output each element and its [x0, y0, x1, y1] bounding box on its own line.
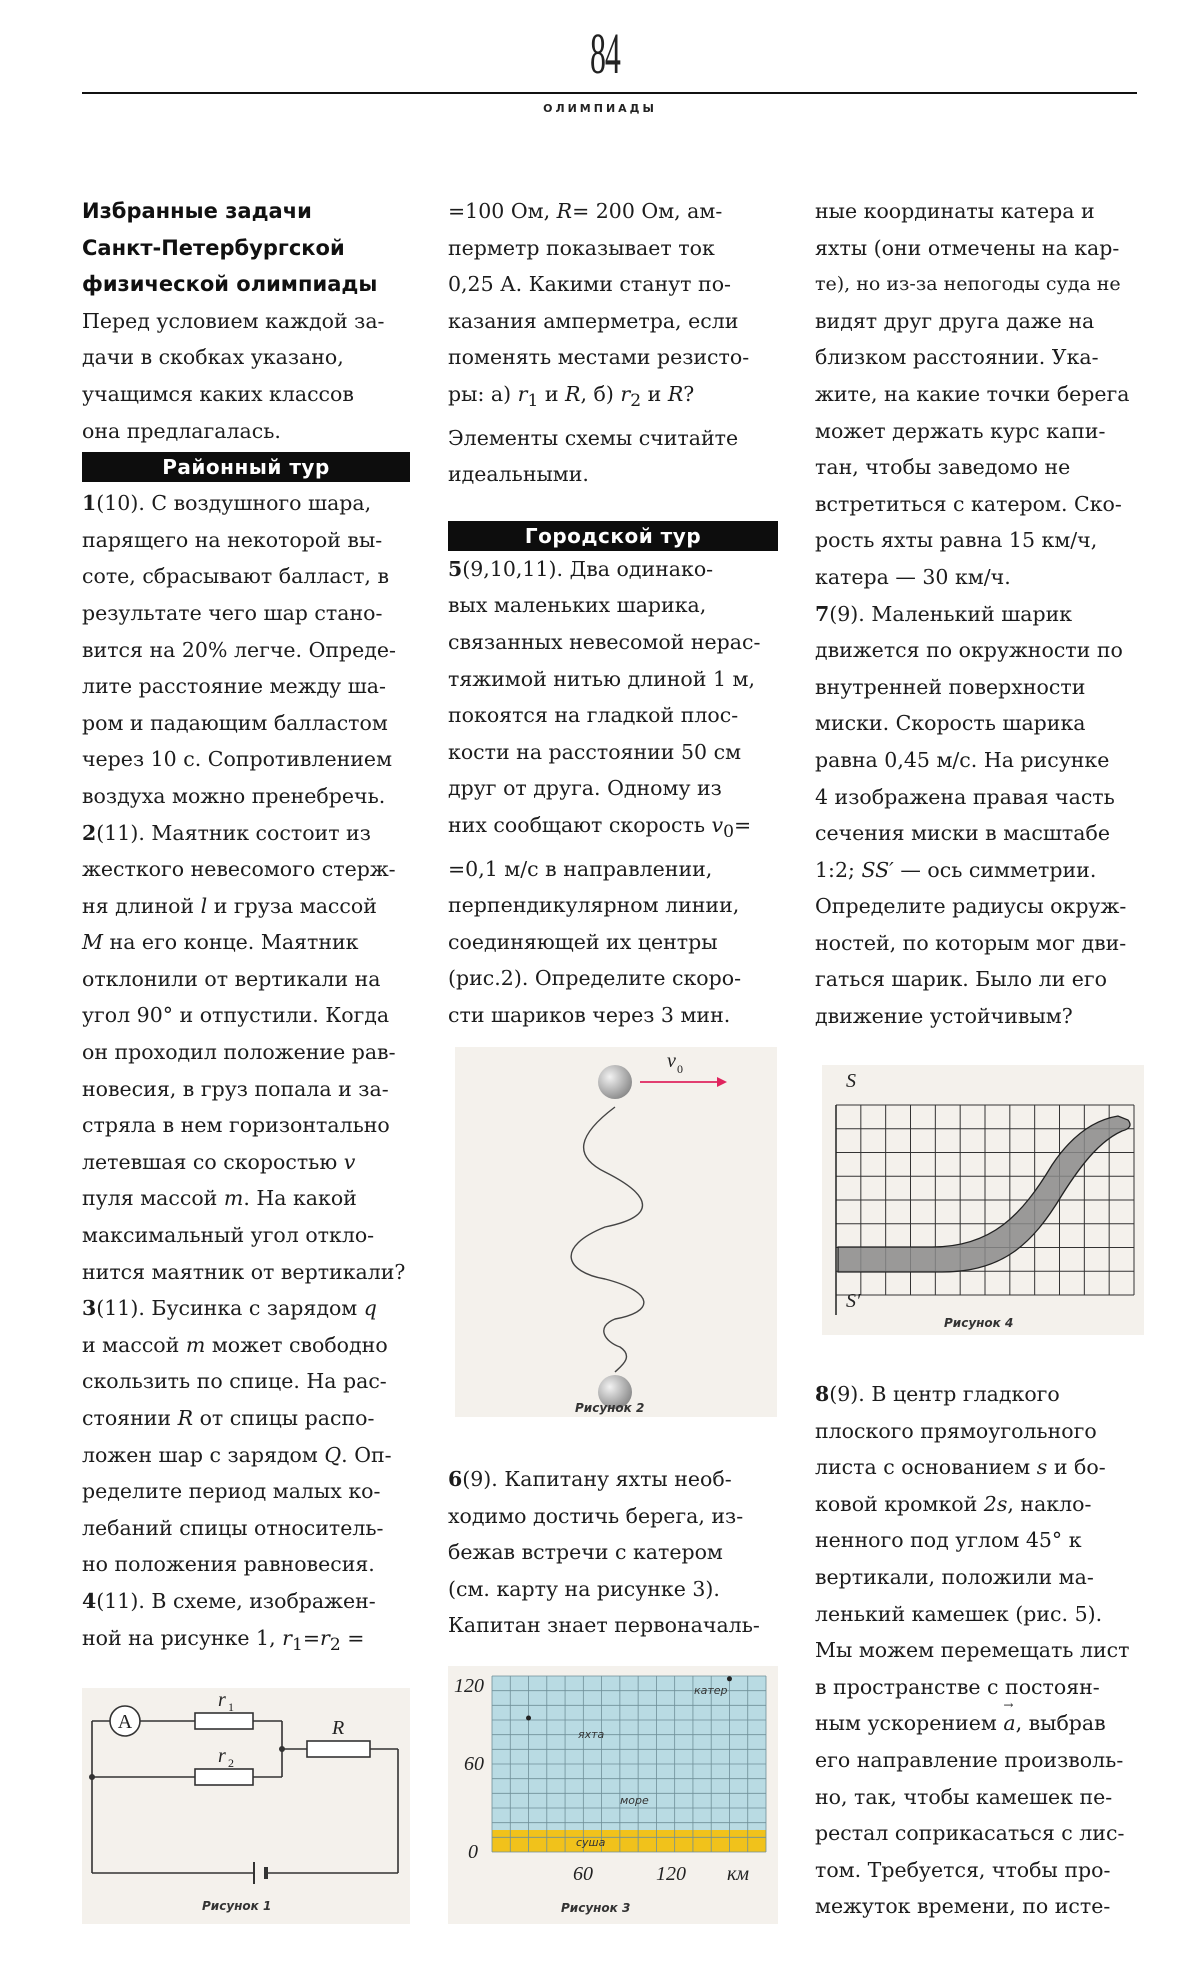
problem-5: [448, 551, 778, 1034]
text-line: Капитан знает первоначаль-: [448, 1613, 760, 1638]
column-3-lower: [815, 1376, 1145, 1925]
text-line: соте, сбрасывают балласт, в: [82, 564, 389, 589]
problem-number: 4: [82, 1588, 97, 1613]
text-line: рость яхты равна 15 км/ч,: [815, 528, 1098, 553]
problem-number: 8: [815, 1382, 830, 1406]
text-line: может свободно: [211, 1332, 388, 1357]
bowl-diagram: [822, 1065, 1144, 1335]
sea-area: [492, 1676, 766, 1848]
text-line: те), но из-за непогоды суда не: [815, 273, 1121, 296]
problem-class: (9).: [462, 1467, 498, 1491]
figure-2-balls: [455, 1047, 777, 1417]
text-line: них сообщают скорость: [448, 813, 705, 837]
problem-number: 3: [82, 1296, 97, 1321]
text-line: ры: а): [448, 381, 512, 406]
text-line: но положения равновесия.: [82, 1552, 375, 1577]
text-line: ? Элементы схемы считайте: [448, 381, 739, 450]
text-line: внутренней поверхности: [815, 674, 1086, 699]
problem-6: [448, 1461, 778, 1644]
problem-class: (11).: [96, 1588, 145, 1613]
symbol-R: R: [667, 381, 684, 406]
text-line: движется по окружности по: [815, 638, 1123, 663]
column-1: [82, 193, 410, 1663]
text-line: но, так, чтобы камешек пе-: [815, 1784, 1113, 1809]
text-line: (см. карту на рисунке 3).: [448, 1576, 720, 1601]
text-line: стряла в нем горизонтально: [82, 1113, 390, 1138]
text-line: близком расстоянии. Ука-: [815, 345, 1099, 370]
problem-number: 7: [815, 601, 830, 626]
subscript: 1: [527, 391, 539, 412]
text-line: В схеме, изображен-: [151, 1588, 376, 1613]
text-line: воздуха можно пренебречь.: [82, 783, 386, 808]
text-line: вых маленьких шарика,: [448, 593, 707, 618]
text-line: Мы можем перемещать лист: [815, 1638, 1130, 1663]
text-line: , выбрав: [1015, 1711, 1106, 1736]
problem-class: (9,10,11).: [462, 556, 564, 581]
problem-4: [82, 1583, 410, 1663]
text-line: рестал соприкасаться с лис-: [815, 1821, 1125, 1846]
boat-marker: [727, 1676, 732, 1681]
text-line: нится маятник от вертикали?: [82, 1259, 406, 1284]
r1-subscript: 1: [228, 1700, 234, 1714]
subscript: 2: [329, 1634, 341, 1655]
text-line: тяжимой нитью длиной 1 м,: [448, 666, 755, 691]
text-line: и: [647, 381, 662, 406]
text-line: казания амперметра, если: [448, 308, 739, 333]
y-tick: 120: [454, 1675, 484, 1697]
ammeter-label: A: [117, 1711, 133, 1733]
text-line: летевшая со скоростью: [82, 1149, 338, 1174]
problem-class: (9).: [829, 1382, 865, 1406]
text-line: миски. Скорость шарика: [815, 711, 1086, 736]
text-line: учащимся каких классов: [82, 381, 354, 406]
R-label: R: [332, 1717, 345, 1739]
problem-class: (10).: [96, 491, 145, 516]
text-line: Перед условием каждой за-: [82, 308, 385, 333]
text-line: результате чего шар стано-: [82, 600, 383, 625]
text-line: его направление произволь-: [815, 1747, 1124, 1772]
text-line: она предлагалась.: [82, 418, 281, 443]
text-line: ные координаты катера и: [815, 199, 1095, 223]
problem-number: 5: [448, 556, 463, 581]
figure-2-caption: Рисунок 2: [575, 1401, 645, 1415]
text-line: он проходил положение рав-: [82, 1040, 396, 1065]
v0-subscript: 0: [677, 1062, 683, 1076]
text-line: =100 Ом,: [448, 199, 551, 223]
text-line: Определите радиусы окруж-: [815, 894, 1127, 919]
text-line: ным ускорением: [815, 1711, 997, 1736]
equals-sign: =: [302, 1625, 321, 1650]
text-line: пуля массой: [82, 1186, 218, 1211]
symbol-r1: r: [282, 1625, 292, 1650]
text-line: парящего на некоторой вы-: [82, 527, 383, 552]
figure-3-map: [448, 1666, 778, 1924]
text-line: , накло-: [1007, 1491, 1092, 1516]
ball-top: [598, 1065, 632, 1099]
symbol-R: R: [565, 381, 581, 406]
symbol-r2: r: [320, 1625, 330, 1650]
text-line: может держать курс капи-: [815, 418, 1106, 443]
title-line: физической олимпиады: [82, 272, 378, 297]
text-line: связанных невесомой нерас-: [448, 630, 761, 655]
text-line: , б): [580, 381, 614, 406]
text-line: дачи в скобках указано,: [82, 345, 344, 370]
title-line: Избранные задачи: [82, 199, 312, 223]
text-line: вертикали, положили ма-: [815, 1564, 1094, 1589]
text-line: стоянии: [82, 1406, 172, 1430]
running-head: ОЛИМПИАДЫ: [543, 102, 657, 115]
symbol-R: R: [556, 199, 573, 223]
text-line: жите, на какие точки берега: [815, 381, 1130, 406]
problem-8: [815, 1376, 1145, 1925]
symbol-Q: Q: [324, 1442, 342, 1467]
problem-6-continued: [815, 193, 1145, 596]
text-line: угол 90° и отпустили. Когда: [82, 1003, 390, 1028]
text-line: через 10 с. Сопротивлением: [82, 747, 393, 772]
bowl-section: [838, 1116, 1130, 1272]
subscript: 2: [630, 391, 642, 412]
text-line: и груза массой: [213, 893, 377, 918]
v0-label: v: [667, 1050, 676, 1072]
problem-number: 1: [82, 491, 97, 516]
r2-label: r: [218, 1745, 226, 1767]
text-line: ня длиной: [82, 893, 195, 918]
figure-3-caption: Рисунок 3: [561, 1901, 631, 1915]
text-line: Два одинако-: [569, 556, 714, 581]
text-line: Маленький шарик: [871, 601, 1073, 626]
text-line: ной на рисунке 1,: [82, 1625, 276, 1650]
text-line: лите расстояние между ша-: [82, 674, 386, 699]
text-line: соединяющей их центры: [448, 929, 718, 954]
yacht-label: яхта: [578, 1728, 605, 1741]
text-line: плоского прямоугольного: [815, 1418, 1097, 1443]
text-line: и бо-: [1053, 1455, 1106, 1480]
y-tick: 0: [468, 1841, 478, 1863]
column-3: [815, 193, 1145, 1035]
r1-label: r: [218, 1689, 226, 1711]
circuit-diagram: [82, 1688, 410, 1924]
symbol-r1: r: [517, 381, 528, 406]
problem-3: [82, 1290, 410, 1583]
text-line: ностей, по которым мог дви-: [815, 930, 1127, 955]
text-line: встретиться с катером. Ско-: [815, 491, 1122, 516]
equals-sign: =: [347, 1625, 365, 1650]
text-line: ленький камешек (рис. 5).: [815, 1601, 1103, 1626]
text-line: новесия, в груз попала и за-: [82, 1076, 389, 1101]
intro: [82, 303, 410, 449]
text-line: яхты (они отмечены на кар-: [815, 235, 1120, 260]
text-line: сти шариков через 3 мин.: [448, 1003, 731, 1028]
text-line: на его конце. Маятник: [109, 930, 359, 955]
text-line: Бусинка с зарядом: [151, 1296, 358, 1321]
text-line: движение устойчивым?: [815, 1004, 1073, 1029]
r2-subscript: 2: [228, 1756, 234, 1770]
text-line: друг от друга. Одному из: [448, 776, 722, 801]
symbol-q: q: [363, 1296, 377, 1321]
text-line: = 200 Ом, ам-: [572, 199, 723, 223]
symbol-R: R: [177, 1406, 194, 1430]
text-line: ковой кромкой: [815, 1491, 978, 1516]
S-prime-label: S′: [846, 1290, 861, 1312]
sea-label: море: [620, 1794, 649, 1807]
x-tick: 60: [573, 1863, 593, 1885]
symbol-v: v: [343, 1149, 356, 1174]
text-line: . На какой: [243, 1186, 357, 1211]
text-line: идеальными.: [448, 462, 589, 487]
figure-1-circuit: [82, 1688, 410, 1924]
S-label: S: [846, 1070, 856, 1092]
text-line: бежав встречи с катером: [448, 1540, 723, 1565]
figure-4-caption: Рисунок 4: [944, 1316, 1014, 1330]
text-line: Маятник состоит из: [151, 820, 371, 845]
problem-class: (11).: [96, 820, 145, 845]
text-line: 4 изображена правая часть: [815, 784, 1115, 809]
figure-1-caption: Рисунок 1: [202, 1899, 272, 1913]
section-band-city: Городской тур: [448, 521, 778, 551]
text-line: . Оп-: [341, 1442, 392, 1467]
text-line: Капитану яхты необ-: [504, 1467, 732, 1491]
vector-arrow: →: [1003, 1698, 1014, 1713]
text-line: скользить по спице. На рас-: [82, 1369, 387, 1394]
symbol-M: M: [82, 930, 103, 955]
text-line: ходимо достичь берега, из-: [448, 1503, 744, 1528]
symbol-2s: 2s: [983, 1491, 1008, 1516]
yacht-marker: [526, 1716, 531, 1721]
text-line: отклонили от вертикали на: [82, 966, 381, 991]
symbol-SS: SS′: [861, 857, 894, 882]
text-line: 0,25 А. Какими станут по-: [448, 272, 731, 297]
problem-number: 2: [82, 820, 97, 845]
arrow-head: [717, 1077, 727, 1087]
text-line: катера — 30 км/ч.: [815, 564, 1011, 589]
text-line: равна 0,45 м/с. На рисунке: [815, 747, 1110, 772]
text-line: поменять местами резисто-: [448, 345, 750, 370]
text-line: ненного под углом 45° к: [815, 1528, 1082, 1553]
article-title: [82, 193, 410, 303]
text-line: сечения миски в масштабе: [815, 821, 1110, 846]
text-line: и массой: [82, 1332, 180, 1357]
text-line: лебаний спицы относитель-: [82, 1515, 384, 1540]
problem-class: (11).: [96, 1296, 145, 1321]
symbol-s: s: [1036, 1455, 1048, 1480]
problem-4-continued: [448, 193, 778, 493]
problem-1: [82, 485, 410, 814]
text-line: и: [544, 381, 559, 406]
problem-7: [815, 596, 1145, 1035]
symbol-v0: v: [711, 813, 724, 837]
subscript: 0: [723, 822, 734, 843]
text-line: =0,1 м/с в направлении,: [448, 856, 713, 881]
header-rule: [82, 92, 1137, 94]
text-line: (рис.2). Определите скоро-: [448, 966, 742, 991]
text-line: тан, чтобы заведомо не: [815, 455, 1071, 480]
y-tick: 60: [464, 1753, 484, 1775]
symbol-r2: r: [620, 381, 631, 406]
text-line: видят друг друга даже на: [815, 308, 1095, 333]
text-line: ределите период малых ко-: [82, 1479, 381, 1504]
text-line: ложен шар с зарядом: [82, 1442, 318, 1467]
map-diagram: [448, 1666, 778, 1924]
text-line: том. Требуется, чтобы про-: [815, 1857, 1111, 1882]
text-line: кости на расстоянии 50 см: [448, 739, 742, 764]
thread: [571, 1107, 644, 1372]
problem-2: [82, 815, 410, 1291]
symbol-a-vector: a: [1003, 1711, 1016, 1736]
symbol-m: m: [223, 1186, 244, 1211]
boat-label: катер: [694, 1684, 728, 1697]
text-line: В центр гладкого: [871, 1382, 1060, 1406]
text-line: покоятся на гладкой плос-: [448, 703, 739, 728]
subscript: 1: [291, 1634, 303, 1655]
text-line: перпендикулярном линии,: [448, 893, 740, 918]
text-line: С воздушного шара,: [151, 491, 372, 516]
balls-diagram: [455, 1047, 777, 1417]
text-line: =: [733, 813, 752, 837]
text-line: жесткого невесомого стерж-: [82, 857, 396, 882]
column-2: [448, 193, 778, 1034]
text-line: максимальный угол откло-: [82, 1223, 375, 1248]
land-strip: [492, 1830, 766, 1852]
section-band-district: Районный тур: [82, 452, 410, 482]
page-number: 84: [590, 21, 620, 86]
problem-class: (9).: [829, 601, 865, 626]
text-line: перметр показывает ток: [448, 235, 715, 260]
symbol-l: l: [200, 893, 208, 918]
column-2-lower: [448, 1461, 778, 1644]
text-line: листа с основанием: [815, 1455, 1031, 1480]
text-line: ром и падающим балластом: [82, 710, 388, 735]
text-line: в пространстве с постоян-: [815, 1674, 1100, 1699]
text-line: межуток времени, по исте-: [815, 1894, 1111, 1919]
x-unit: км: [726, 1863, 750, 1885]
problem-number: 6: [448, 1467, 463, 1491]
land-label: суша: [576, 1836, 606, 1849]
x-tick: 120: [656, 1863, 686, 1885]
text-line: — ось симметрии.: [900, 857, 1097, 882]
title-line: Санкт-Петербургской: [82, 235, 345, 260]
text-line: от спицы распо-: [199, 1406, 375, 1430]
figure-4-bowl: [822, 1065, 1144, 1335]
text-line: 1:2;: [815, 857, 855, 882]
text-line: гаться шарик. Было ли его: [815, 967, 1107, 992]
text-line: вится на 20% легче. Опреде-: [82, 637, 396, 662]
symbol-m: m: [185, 1332, 206, 1357]
